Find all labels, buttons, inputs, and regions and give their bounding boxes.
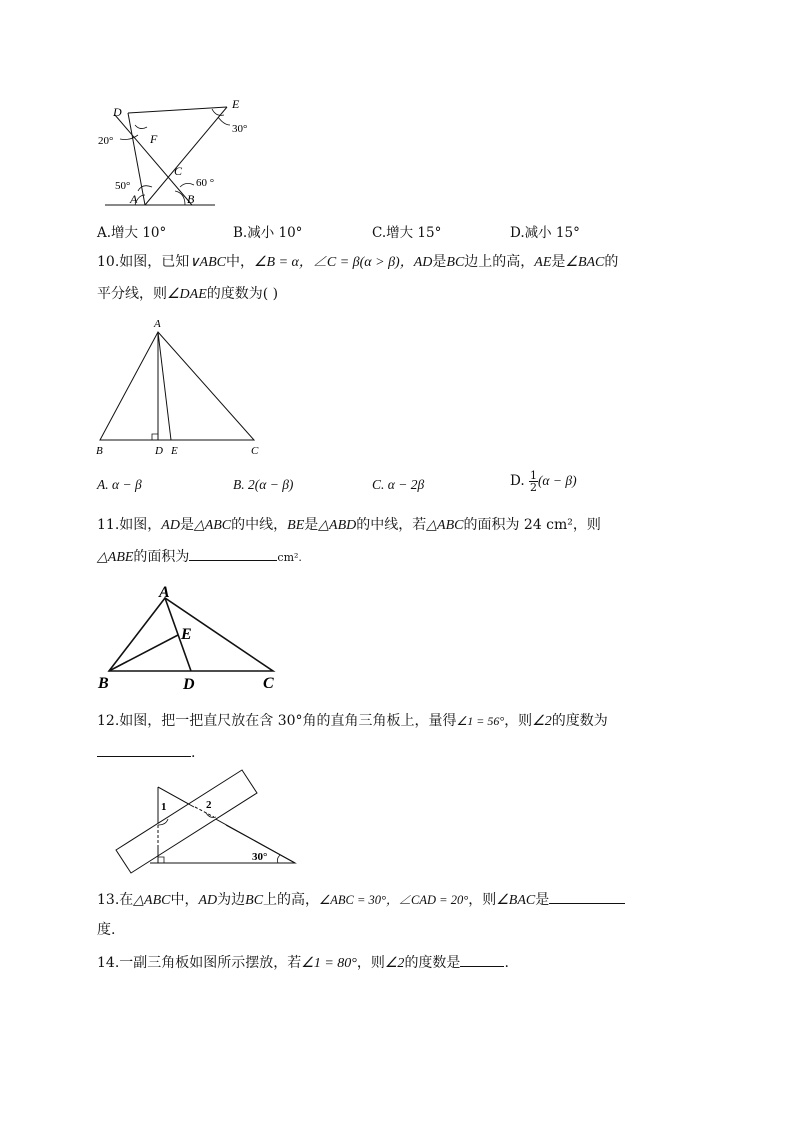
q12-label-1: 1 <box>161 801 167 813</box>
q10-option-d-fraction: $\frac{1}{2}$ <box>529 469 537 494</box>
q10-label-B: B <box>96 445 103 457</box>
q12-question-line2: . <box>97 743 195 763</box>
q12-label-30: 30° <box>252 851 268 863</box>
q9-arc-D <box>135 125 147 129</box>
q9-label-50: 50° <box>115 180 131 192</box>
q9-label-20: 20° <box>98 135 114 147</box>
q9-option-c[interactable]: C.增大 15° <box>372 225 442 241</box>
q12-question-line1: 12.如图，把一把直尺放在含 30°角的直角三角板上，量得∠1 = 56°，则∠2的度数为 <box>97 713 608 729</box>
q9-label-A: A <box>130 192 138 206</box>
q11-label-B: B <box>98 675 109 692</box>
q9-arrow-60 <box>180 183 194 187</box>
q11-question-line2: △ABE的面积为 cm². <box>97 549 302 565</box>
q11-figure <box>95 582 295 692</box>
q11-label-E: E <box>181 626 192 643</box>
q9-label-60: 60 ° <box>196 177 215 189</box>
q11-label-C: C <box>263 675 274 692</box>
q12-label-2: 2 <box>206 799 212 811</box>
q10-option-a[interactable]: A. α − β <box>97 477 142 492</box>
q10-question-line2: 平分线，则∠DAE的度数为( ) <box>97 286 279 302</box>
q10-label-E: E <box>171 445 178 457</box>
q12-answer-blank[interactable] <box>97 756 191 757</box>
q10-triangle-ABC <box>100 332 254 440</box>
q9-label-B: B <box>187 192 195 206</box>
q9-label-E: E <box>232 97 240 111</box>
q10-figure <box>92 315 272 460</box>
q11-answer-blank[interactable] <box>189 560 277 561</box>
q11-label-D: D <box>183 676 195 693</box>
q10-label-C: C <box>251 445 259 457</box>
q9-arrow-30 <box>218 117 230 125</box>
q9-option-d[interactable]: D.减小 15° <box>510 225 580 241</box>
q10-question-line1: 10.如图，已知∨ABC中，∠B = α，∠C = β(α > β)，AD是BC边上的高，AE是∠BAC的 <box>97 254 619 270</box>
q12-right-angle-mark <box>158 857 164 863</box>
q10-label-D: D <box>155 445 163 457</box>
q13-question-line1: 13.在△ABC中，AD为边BC上的高，∠ABC = 30°，∠CAD = 20°，则∠BAC是 <box>97 890 625 911</box>
q11-median-BE <box>109 635 178 671</box>
q12-ruler <box>116 770 257 873</box>
q12-arc-30 <box>277 855 280 863</box>
q14-question-line1: 14.一副三角板如图所示摆放，若∠1 = 80°，则∠2的度数是 . <box>97 955 509 971</box>
q9-figure <box>90 95 350 210</box>
q10-label-A: A <box>154 318 161 330</box>
q12-figure <box>110 765 310 875</box>
q13-question-line2: 度. <box>97 922 116 938</box>
q10-bisector-AE <box>158 332 171 440</box>
q10-right-angle-mark <box>152 434 158 440</box>
q9-label-F: F <box>150 132 158 146</box>
q11-question-line1: 11.如图，AD是△ABC的中线，BE是△ABD的中线，若△ABC的面积为 24 cm²，则 <box>97 517 601 533</box>
q9-line-EC <box>145 107 227 205</box>
q9-option-b[interactable]: B.减小 10° <box>233 225 303 241</box>
q11-label-A: A <box>159 584 170 601</box>
q9-option-a[interactable]: A.增大 10° <box>97 225 167 241</box>
q10-option-d[interactable]: D. $\frac{1}{2}$ (α − β) <box>510 469 577 494</box>
q9-arrow-50 <box>138 186 152 191</box>
q10-option-b[interactable]: B. 2(α − β) <box>233 477 294 492</box>
q9-label-C: C <box>174 164 183 178</box>
q9-arc-B <box>175 191 185 205</box>
q13-answer-blank[interactable] <box>549 903 625 904</box>
q9-label-30: 30° <box>232 123 248 135</box>
q14-answer-blank[interactable] <box>460 966 504 967</box>
q9-label-D: D <box>113 105 122 119</box>
q10-option-c[interactable]: C. α − 2β <box>372 477 425 492</box>
